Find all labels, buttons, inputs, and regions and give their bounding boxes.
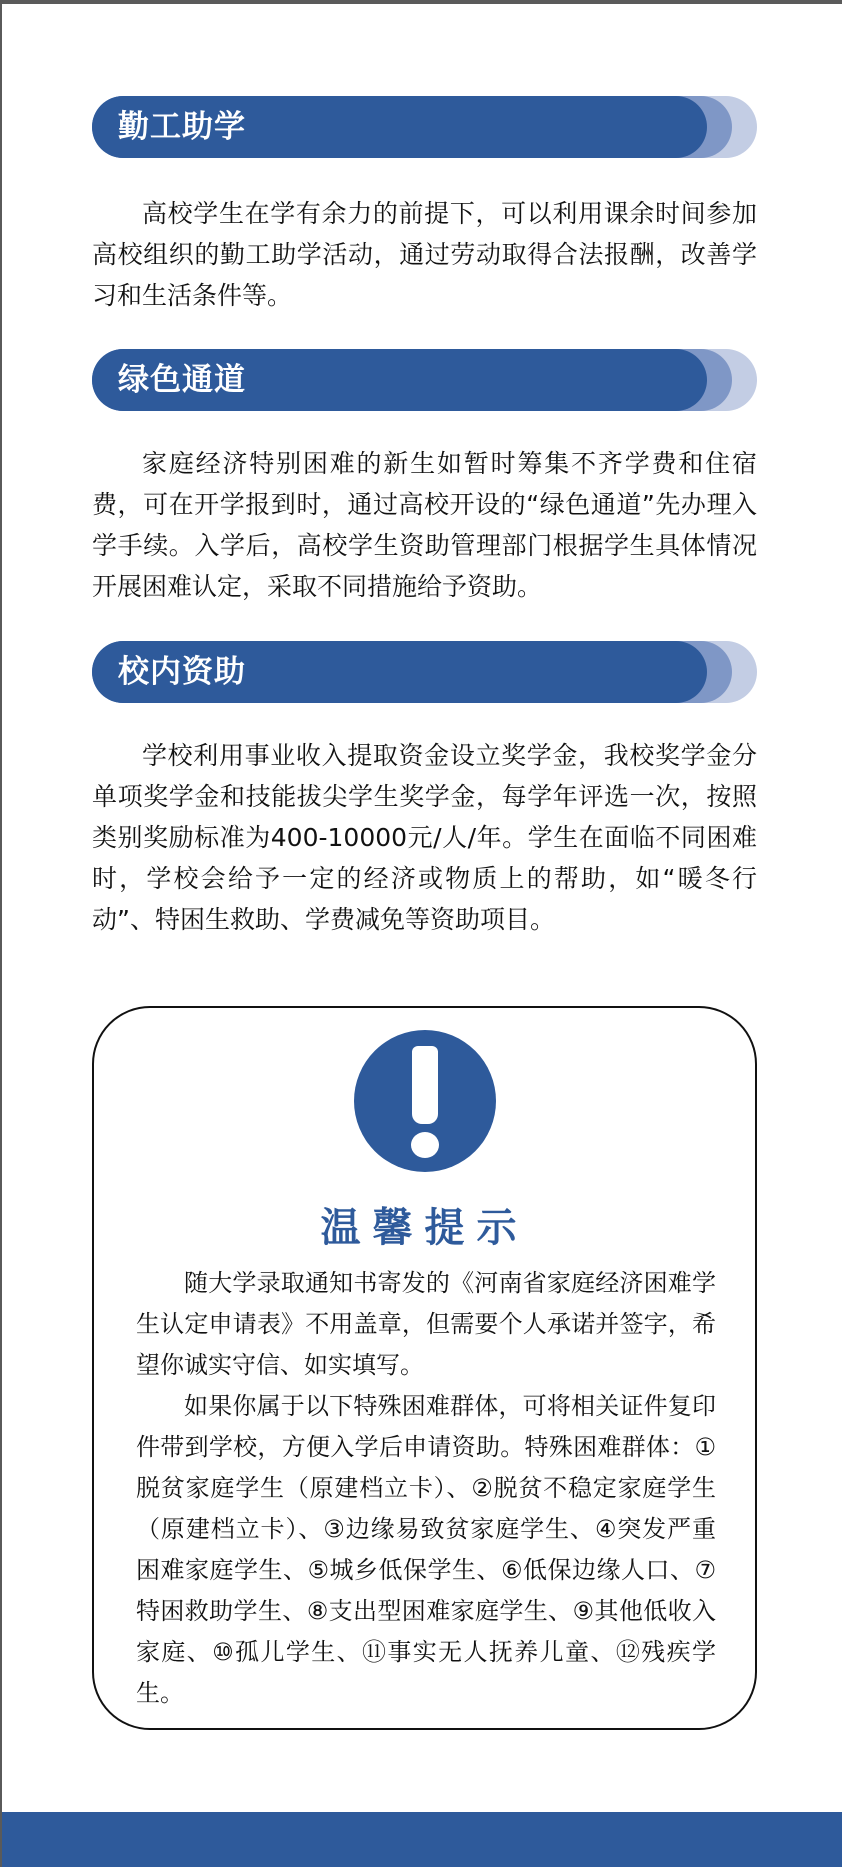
section-banner-campus-aid (92, 641, 757, 703)
section-text-work-study: 高校学生在学有余力的前提下，可以利用课余时间参加高校组织的勤工助学活动，通过劳动取得合法报酬，改善学习和生活条件等。 (92, 199, 757, 310)
section-title: 勤工助学 (118, 109, 246, 145)
section-text-green-channel: 家庭经济特别困难的新生如暂时筹集不齐学费和住宿费，可在开学报到时，通过高校开设的“绿色通道”先办理入学手续。入学后，高校学生资助管理部门根据学生具体情况开展困难认定，采取不同措施给予资助。 (92, 449, 757, 601)
tip-paragraph-2: 如果你属于以下特殊困难群体，可将相关证件复印件带到学校，方便入学后申请资助。特殊困难群体：①脱贫家庭学生（原建档立卡）、②脱贫不稳定家庭学生（原建档立卡）、③边缘易致贫家庭学生、④突发严重困难家庭学生、⑤城乡低保学生、⑥低保边缘人口、⑦特困救助学生、⑧支出型困难家庭学生、⑨其他低收入家庭、⑩孤儿学生、⑪事实无人抚养儿童、⑫残疾学生。 (136, 1392, 716, 1707)
tip-title: 温馨提示 (320, 1205, 529, 1251)
tip-paragraph-1: 随大学录取通知书寄发的《河南省家庭经济困难学生认定申请表》不用盖章，但需要个人承诺并签字，希望你诚实守信、如实填写。 (136, 1269, 716, 1379)
footer-bar (2, 1812, 842, 1867)
warm-tips-box (92, 1006, 757, 1730)
section-title: 绿色通道 (118, 362, 246, 398)
section-banner-green-channel (92, 349, 757, 411)
section-banner-work-study (92, 96, 757, 158)
exclamation-icon (354, 1030, 496, 1172)
section-title: 校内资助 (118, 654, 246, 690)
section-text-campus-aid: 学校利用事业收入提取资金设立奖学金，我校奖学金分单项奖学金和技能拔尖学生奖学金，每学年评选一次，按照类别奖励标准为400-10000元/人/年。学生在面临不同困难时，学校会给予一定的经济或物质上的帮助，如“暖冬行动”、特困生救助、学费减免等资助项目。 (92, 741, 757, 934)
